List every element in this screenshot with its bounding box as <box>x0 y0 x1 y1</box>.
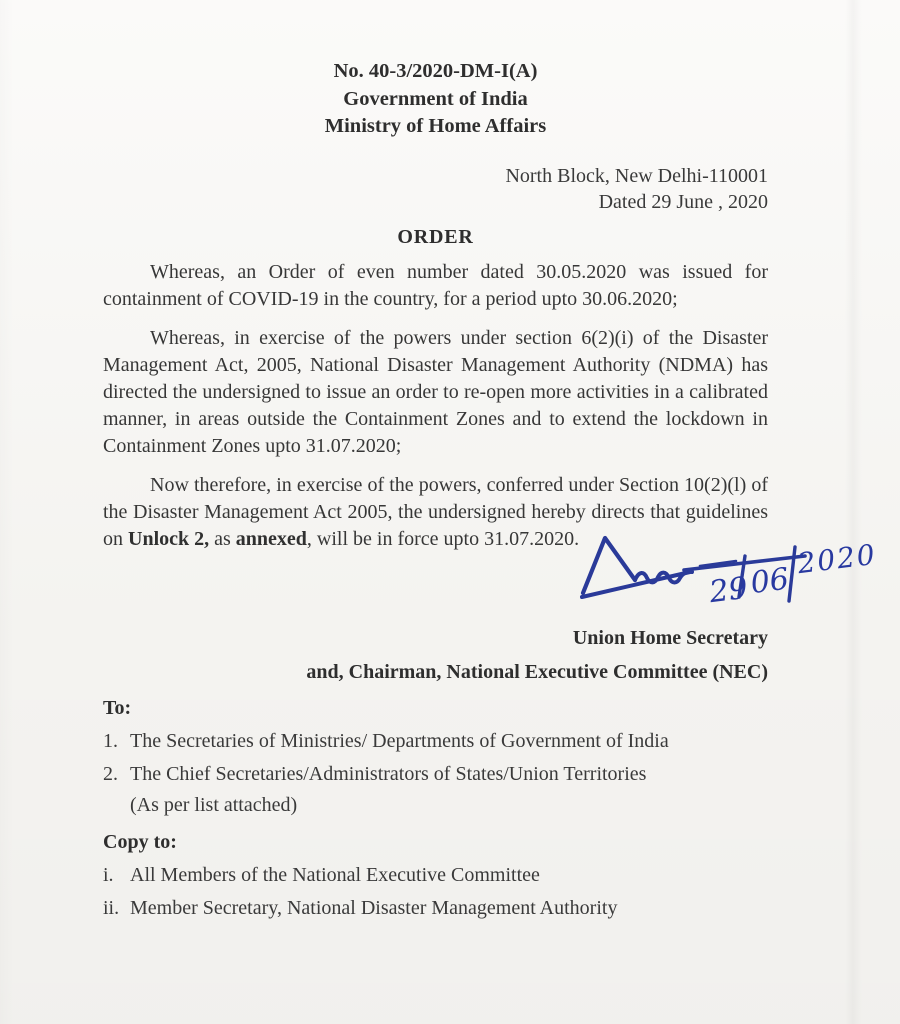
addressee-number: 1. <box>103 729 118 752</box>
to-label: To: <box>103 696 132 719</box>
place-line: North Block, New Delhi-110001 <box>505 164 768 187</box>
signatory-title: Union Home Secretary <box>572 626 768 649</box>
para-operative-text: Now therefore, in exercise of the powers, conferred under Section 10(2)(l) of the Disaster Management Act 2005, the undersigned hereby directs that guidelines on <box>103 473 768 550</box>
para-preamble-1: Whereas, an Order of even number dated 30.05.2020 was issued for containment of COVID-19 in the country, for a period upto 30.06.2020; <box>103 260 768 310</box>
org-line-government: Government of India <box>343 87 528 110</box>
signatory-role: and, Chairman, National Executive Committee (NEC) <box>306 660 768 683</box>
copy-item-number: ii. <box>103 896 120 919</box>
copy-item-text: Member Secretary, National Disaster Management Authority <box>130 896 618 919</box>
addressee-text: The Secretaries of Ministries/ Departments of Government of India <box>130 729 669 752</box>
addressee-item <box>103 728 768 755</box>
unlock2-bold-text: Unlock 2, <box>128 527 210 550</box>
addressee-number: 2. <box>103 762 118 785</box>
attachment-note: (As per list attached) <box>130 793 298 816</box>
copy-item <box>103 895 768 922</box>
para-operative: Now therefore, in exercise of the powers, conferred under Section 10(2)(l) of the Disaster Management Act 2005, the undersigned hereby directs that guidelines on Unlock 2, as annexed, will be in force upto 31.07.2020. <box>103 473 768 550</box>
handwritten-year: 2020 <box>795 537 879 581</box>
date-line: Dated 29 June , 2020 <box>598 190 768 213</box>
date-separator-bar <box>789 547 795 601</box>
annexed-bold-text: annexed <box>235 527 307 550</box>
document-content <box>103 58 768 922</box>
addressee-item <box>103 761 768 788</box>
addressee-text: The Chief Secretaries/Administrators of States/Union Territories <box>130 762 647 785</box>
ref-number: No. 40-3/2020-DM-I(A) <box>333 60 538 82</box>
letterhead <box>103 58 768 141</box>
copy-item <box>103 862 768 889</box>
para-preamble-2: Whereas, in exercise of the powers under section 6(2)(i) of the Disaster Management Act, 2005, National Disaster Management Authority (NDMA) has directed the undersigned to issue an order to re-open more activities in a calibrated manner, in areas outside the Containment Zones and to extend the lockdown in Containment Zones upto 31.07.2020; <box>103 326 768 457</box>
copy-item-number: i. <box>103 863 114 886</box>
org-line-ministry: Ministry of Home Affairs <box>324 115 547 137</box>
handwritten-month: 06 <box>748 561 791 602</box>
copy-to-label: Copy to: <box>103 830 177 853</box>
copy-item-text: All Members of the National Executive Committee <box>130 863 540 886</box>
order-title: ORDER <box>397 225 474 248</box>
handwritten-day: 29 <box>707 570 750 611</box>
place-date-block <box>103 163 768 215</box>
